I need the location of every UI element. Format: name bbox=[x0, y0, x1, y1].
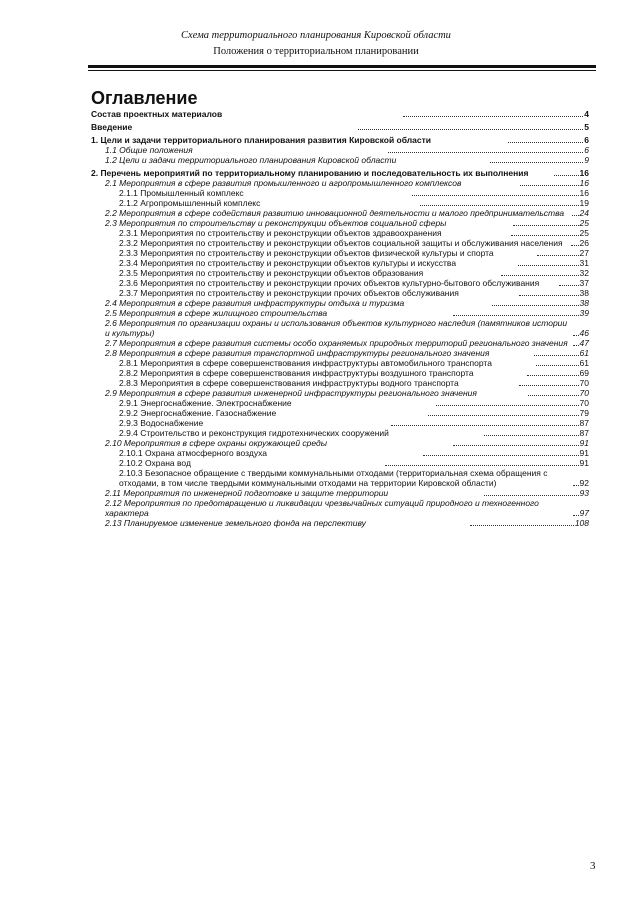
dot-leader bbox=[453, 445, 578, 446]
dot-leader bbox=[388, 152, 583, 153]
toc-entry[interactable] bbox=[91, 155, 589, 165]
toc-entry[interactable] bbox=[91, 268, 589, 278]
toc-entry-page: 16 bbox=[579, 178, 590, 188]
dot-leader bbox=[513, 225, 579, 226]
header-rule-thick bbox=[88, 65, 596, 68]
toc-entry[interactable] bbox=[91, 178, 589, 188]
toc-entry[interactable] bbox=[91, 448, 589, 458]
toc-entry-text: 2.3.2 Мероприятия по строительству и реконструкции объектов социальной защиты и обслуживания населения bbox=[119, 238, 563, 248]
toc-entry-text: 2.4 Мероприятия в сфере развития инфраструктуры отдыха и туризма bbox=[105, 298, 405, 308]
toc-entry-text: 2.1 Мероприятия в сфере развития промышленного и агропромышленного комплексов bbox=[105, 178, 462, 188]
toc-entry-text: 2.9.2 Энергоснабжение. Газоснабжение bbox=[119, 408, 277, 418]
dot-leader bbox=[511, 235, 579, 236]
toc-entry[interactable] bbox=[91, 318, 589, 338]
toc-entry-text: 2.3.6 Мероприятия по строительству и реконструкции прочих объектов культурно-бытового обслуживания bbox=[119, 278, 540, 288]
toc-entry-text: Состав проектных материалов bbox=[91, 109, 223, 119]
dot-leader bbox=[519, 385, 578, 386]
toc-entry[interactable] bbox=[91, 308, 589, 318]
toc-entry-text: 1.1 Общие положения bbox=[105, 145, 193, 155]
toc-entry[interactable] bbox=[91, 188, 589, 198]
toc-entry-page: 87 bbox=[579, 428, 590, 438]
dot-leader bbox=[518, 265, 579, 266]
toc-entry[interactable] bbox=[91, 238, 589, 248]
dot-leader bbox=[536, 365, 579, 366]
dot-leader bbox=[484, 495, 579, 496]
toc-entry-text: 2.8.1 Мероприятия в сфере совершенствования инфраструктуры автомобильного транспорта bbox=[119, 358, 492, 368]
toc-entry-text: Введение bbox=[91, 122, 133, 132]
toc-entry[interactable] bbox=[91, 498, 589, 518]
toc-entry[interactable] bbox=[91, 135, 589, 145]
toc-title: Оглавление bbox=[91, 88, 198, 108]
dot-leader bbox=[534, 355, 578, 356]
toc-entry-text: 2.3.7 Мероприятия по строительству и реконструкции прочих объектов обслуживания bbox=[119, 288, 459, 298]
toc-entry-text: 2.8.3 Мероприятия в сфере совершенствования инфраструктуры водного транспорта bbox=[119, 378, 459, 388]
toc-entry-page: 16 bbox=[579, 188, 590, 198]
toc-entry-text: 2.8.2 Мероприятия в сфере совершенствования инфраструктуры воздушного транспорта bbox=[119, 368, 474, 378]
toc-entry-text: 2.9 Мероприятия в сфере развития инженерной инфраструктуры регионального значения bbox=[105, 388, 477, 398]
dot-leader bbox=[501, 275, 578, 276]
toc-entry[interactable] bbox=[91, 408, 589, 418]
dot-leader bbox=[436, 405, 579, 406]
toc-entry-text: 2.1.2 Агропромышленный комплекс bbox=[119, 198, 261, 208]
dot-leader bbox=[519, 295, 578, 296]
toc-entry[interactable] bbox=[91, 388, 589, 398]
dot-leader bbox=[428, 415, 579, 416]
toc-entry-text: 2.9.4 Строительство и реконструкция гидротехнических сооружений bbox=[119, 428, 389, 438]
toc-entry-page: 70 bbox=[579, 398, 589, 408]
dot-leader bbox=[571, 245, 578, 246]
toc-entry[interactable] bbox=[91, 358, 589, 368]
toc-entry[interactable] bbox=[91, 378, 589, 388]
toc-entry[interactable] bbox=[91, 398, 589, 408]
toc-entry-text: 2.8 Мероприятия в сфере развития транспортной инфраструктуры регионального значения bbox=[105, 348, 490, 358]
dot-leader bbox=[490, 162, 583, 163]
toc-entry-text: 2.2 Мероприятия в сфере содействия развитию инновационной деятельности и малого предпринимательства bbox=[105, 208, 565, 218]
toc-entry[interactable] bbox=[91, 208, 589, 218]
toc-entry[interactable] bbox=[91, 488, 589, 498]
dot-leader bbox=[573, 485, 579, 486]
dot-leader bbox=[573, 515, 579, 516]
toc-entry[interactable] bbox=[91, 145, 589, 155]
toc-entry[interactable] bbox=[91, 298, 589, 308]
toc-entry-page: 46 bbox=[579, 328, 589, 338]
page-number: 3 bbox=[590, 860, 596, 872]
toc-entry-page: 91 bbox=[579, 458, 590, 468]
toc-entry-page: 26 bbox=[579, 238, 590, 248]
toc-entry[interactable] bbox=[91, 228, 589, 238]
toc-entry[interactable] bbox=[91, 218, 589, 228]
dot-leader bbox=[573, 345, 579, 346]
dot-leader bbox=[528, 395, 578, 396]
toc-entry-page: 79 bbox=[579, 408, 590, 418]
toc-entry-text: 2.5 Мероприятия в сфере жилищного строительства bbox=[105, 308, 328, 318]
toc-entry-text: 2.6 Мероприятия по организации охраны и использования объектов культурного наследия (памятников истории и культуры) bbox=[105, 318, 568, 338]
toc-entry-page: 91 bbox=[579, 438, 589, 448]
toc-entry-text: 1.2 Цели и задачи территориального планирования Кировской области bbox=[105, 155, 397, 165]
toc-entry-page: 38 bbox=[579, 298, 590, 308]
toc-entry[interactable] bbox=[91, 338, 589, 348]
toc-entry-page: 27 bbox=[579, 248, 589, 258]
toc-entry-text: 2.10 Мероприятия в сфере охраны окружающей среды bbox=[105, 438, 327, 448]
toc-entry-page: 25 bbox=[579, 228, 590, 238]
toc-entry[interactable] bbox=[91, 368, 589, 378]
toc-entry-page: 87 bbox=[579, 418, 590, 428]
dot-leader bbox=[520, 185, 578, 186]
table-of-contents bbox=[91, 109, 589, 528]
dot-leader bbox=[559, 285, 578, 286]
toc-entry-page: 69 bbox=[579, 368, 589, 378]
toc-entry[interactable] bbox=[91, 198, 589, 208]
document-header-title: Схема территориального планирования Кировской области bbox=[181, 30, 451, 41]
toc-entry-text: 2.3 Мероприятия по строительству и реконструкции объектов социальной сферы bbox=[105, 218, 447, 228]
toc-entry-page: 19 bbox=[579, 198, 590, 208]
document-header-subtitle: Положения о территориальном планировании bbox=[213, 46, 419, 57]
toc-entry-text: 2.9.3 Водоснабжение bbox=[119, 418, 204, 428]
toc-entry-text: 1. Цели и задачи территориального планирования развития Кировской области bbox=[91, 135, 432, 145]
toc-entry[interactable] bbox=[91, 438, 589, 448]
toc-entry-text: 2.3.4 Мероприятия по строительству и реконструкции объектов культуры и искусства bbox=[119, 258, 457, 268]
toc-entry-page: 92 bbox=[579, 478, 589, 488]
toc-entry-page: 70 bbox=[579, 388, 590, 398]
toc-entry-page: 5 bbox=[584, 122, 589, 132]
toc-entry-page: 39 bbox=[579, 308, 590, 318]
dot-leader bbox=[391, 425, 578, 426]
toc-entry-text: 2.7 Мероприятия в сфере развития системы особо охраняемых природных территорий регионального значения bbox=[105, 338, 568, 348]
toc-entry[interactable] bbox=[91, 122, 589, 132]
toc-entry-page: 97 bbox=[579, 508, 589, 518]
toc-entry-page: 31 bbox=[579, 258, 589, 268]
header-rule-thin bbox=[88, 70, 596, 71]
dot-leader bbox=[423, 455, 578, 456]
toc-entry-page: 16 bbox=[579, 168, 590, 178]
dot-leader bbox=[527, 375, 579, 376]
dot-leader bbox=[508, 142, 584, 143]
toc-entry[interactable] bbox=[91, 428, 589, 438]
toc-entry[interactable] bbox=[91, 348, 589, 358]
toc-entry-text: 2.3.1 Мероприятия по строительству и реконструкции объектов здравоохранения bbox=[119, 228, 442, 238]
dot-leader bbox=[572, 215, 579, 216]
toc-entry[interactable] bbox=[91, 458, 589, 468]
toc-entry[interactable] bbox=[91, 168, 589, 178]
toc-entry-page: 37 bbox=[579, 278, 589, 288]
dot-leader bbox=[573, 335, 579, 336]
toc-entry-text: 2.12 Мероприятия по предотвращению и ликвидации чрезвычайных ситуаций природного и техногенного характера bbox=[105, 498, 539, 518]
toc-entry-page: 61 bbox=[579, 348, 590, 358]
dot-leader bbox=[412, 195, 579, 196]
toc-entry[interactable] bbox=[91, 468, 589, 488]
toc-entry[interactable] bbox=[91, 518, 589, 528]
dot-leader bbox=[453, 315, 578, 316]
toc-entry[interactable] bbox=[91, 109, 589, 119]
dot-leader bbox=[403, 116, 583, 117]
dot-leader bbox=[385, 465, 578, 466]
toc-entry-text: 2.3.5 Мероприятия по строительству и реконструкции объектов образования bbox=[119, 268, 424, 278]
dot-leader bbox=[492, 305, 579, 306]
dot-leader bbox=[358, 129, 583, 130]
toc-entry-text: 2.9.1 Энергоснабжение. Электроснабжение bbox=[119, 398, 292, 408]
toc-entry[interactable] bbox=[91, 288, 589, 298]
toc-entry-page: 93 bbox=[579, 488, 589, 498]
toc-entry-page: 9 bbox=[584, 155, 589, 165]
toc-entry-page: 6 bbox=[584, 145, 589, 155]
toc-entry-text: 2.10.3 Безопасное обращение с твердыми коммунальными отходами (территориальная схема обращения с отходами, в том числе твердыми коммунальными отходами на территории Кировской области) bbox=[119, 468, 548, 488]
toc-entry[interactable] bbox=[91, 278, 589, 288]
dot-leader bbox=[537, 255, 579, 256]
toc-entry-page: 61 bbox=[579, 358, 590, 368]
toc-entry-text: 2.1.1 Промышленный комплекс bbox=[119, 188, 244, 198]
dot-leader bbox=[484, 435, 578, 436]
dot-leader bbox=[420, 205, 579, 206]
toc-entry-page: 108 bbox=[574, 518, 589, 528]
toc-entry-page: 4 bbox=[584, 109, 590, 119]
toc-entry-page: 24 bbox=[579, 208, 589, 218]
toc-entry-page: 70 bbox=[579, 378, 589, 388]
toc-entry[interactable] bbox=[91, 248, 589, 258]
toc-entry-page: 25 bbox=[579, 218, 589, 228]
toc-entry-text: 2.10.1 Охрана атмосферного воздуха bbox=[119, 448, 267, 458]
toc-entry-page: 6 bbox=[584, 135, 590, 145]
toc-entry-text: 2.11 Мероприятия по инженерной подготовке и защите территории bbox=[105, 488, 389, 498]
toc-entry[interactable] bbox=[91, 258, 589, 268]
toc-entry-text: 2. Перечень мероприятий по территориальному планированию и последовательность их выполнения bbox=[91, 168, 529, 178]
toc-entry-page: 32 bbox=[579, 268, 589, 278]
dot-leader bbox=[470, 525, 573, 526]
toc-entry-text: 2.10.2 Охрана вод bbox=[119, 458, 191, 468]
toc-entry-page: 91 bbox=[579, 448, 590, 458]
toc-entry[interactable] bbox=[91, 418, 589, 428]
dot-leader bbox=[554, 175, 579, 176]
toc-entry-page: 38 bbox=[579, 288, 589, 298]
toc-entry-text: 2.3.3 Мероприятия по строительству и реконструкции объектов физической культуры и спорта bbox=[119, 248, 494, 258]
toc-entry-page: 47 bbox=[579, 338, 589, 348]
toc-entry-text: 2.13 Планируемое изменение земельного фонда на перспективу bbox=[105, 518, 366, 528]
